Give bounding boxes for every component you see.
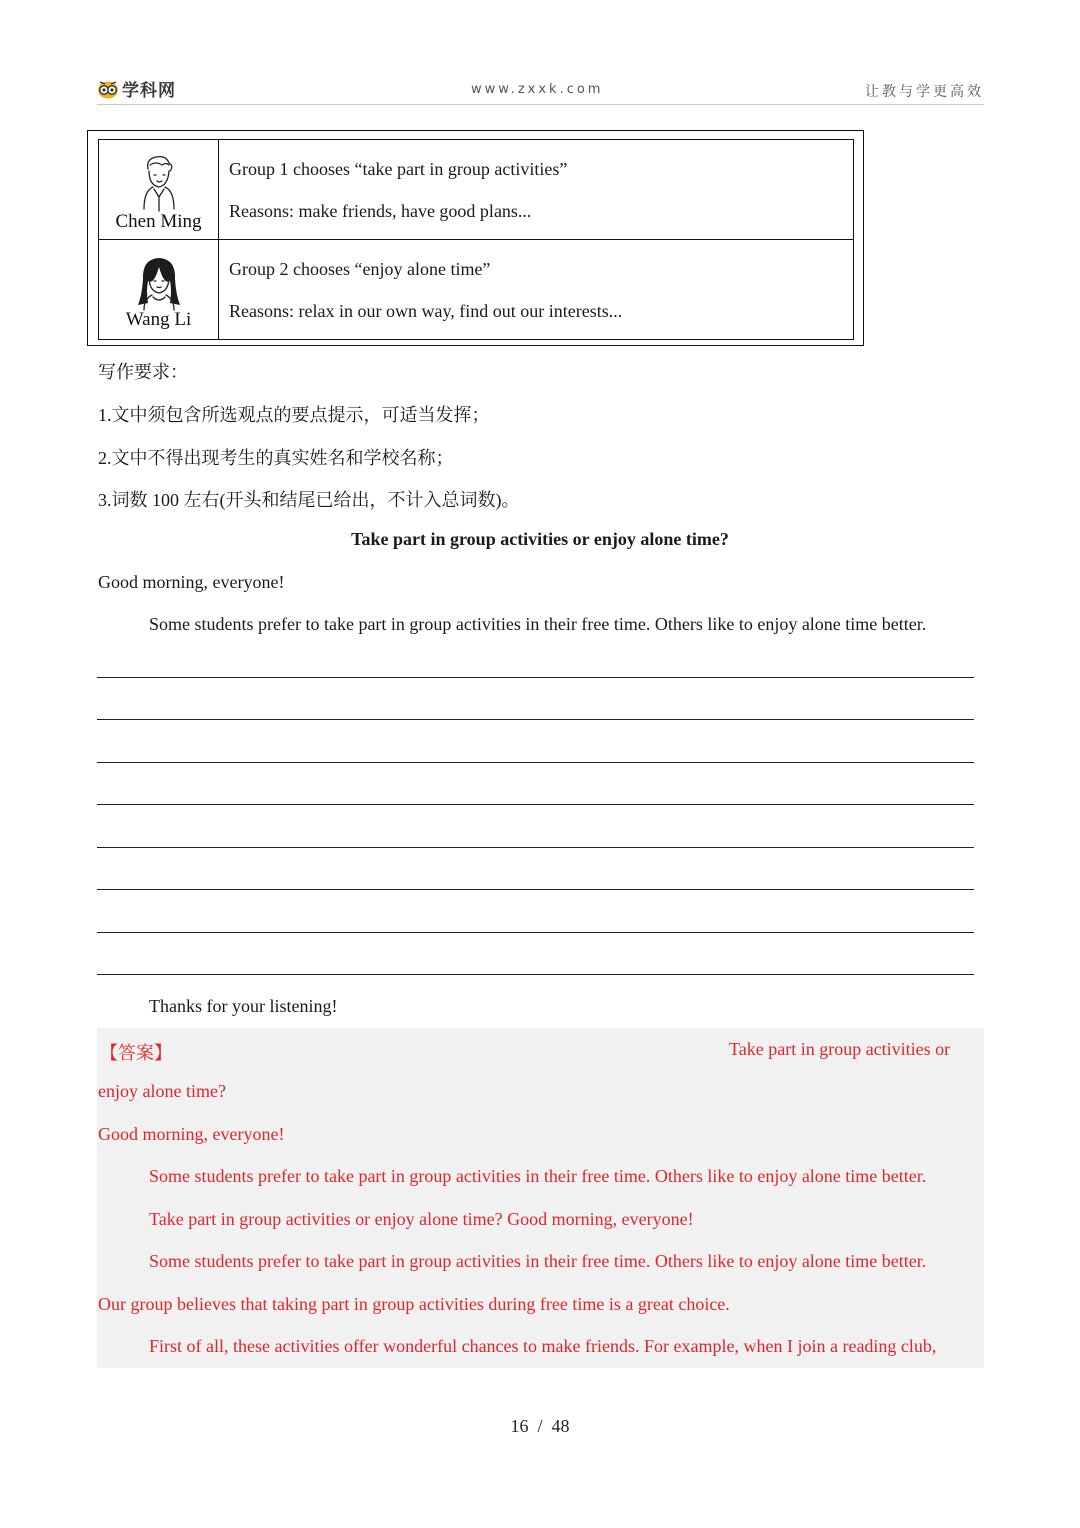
writing-line[interactable]	[97, 974, 974, 975]
writing-line[interactable]	[97, 677, 974, 678]
site-url[interactable]: www.zxxk.com	[471, 82, 604, 97]
group-choice-text: Group 1 chooses “take part in group activities”	[229, 158, 568, 179]
requirement-item: 2.文中不得出现考生的真实姓名和学校名称；	[98, 448, 454, 468]
logo-text: 学科网	[122, 81, 176, 101]
table-row	[99, 140, 854, 240]
answer-title-part2: enjoy alone time?	[98, 1081, 226, 1101]
requirements-heading: 写作要求：	[98, 362, 188, 382]
page-header	[97, 74, 984, 105]
boy-portrait-icon	[136, 153, 182, 213]
answer-title-part1: Take part in group activities or	[729, 1039, 951, 1059]
info-cell	[219, 240, 854, 340]
answer-section	[97, 1028, 984, 1368]
essay-title: Take part in group activities or enjoy alone time?	[351, 529, 729, 549]
essay-closing: Thanks for your listening!	[149, 996, 338, 1016]
writing-line[interactable]	[97, 719, 974, 720]
essay-greeting: Good morning, everyone!	[98, 572, 285, 592]
owl-logo-icon	[97, 79, 119, 99]
writing-line[interactable]	[97, 932, 974, 933]
answer-greeting: Good morning, everyone!	[98, 1124, 285, 1144]
site-logo	[97, 76, 176, 101]
reasons-text: Reasons: make friends, have good plans...	[229, 200, 532, 221]
writing-line[interactable]	[97, 762, 974, 763]
answer-paragraph: Some students prefer to take part in group activities in their free time. Others like to enjoy alone time better.	[149, 1251, 927, 1271]
answer-paragraph: Our group believes that taking part in group activities during free time is a great choice.	[98, 1294, 730, 1314]
portrait-cell	[99, 140, 219, 240]
girl-portrait-icon	[134, 255, 184, 311]
portrait-cell	[99, 240, 219, 340]
requirement-item: 3.词数 100 左右(开头和结尾已给出，不计入总词数)。	[98, 490, 520, 510]
answer-paragraph: Some students prefer to take part in group activities in their free time. Others like to enjoy alone time better.	[149, 1166, 927, 1186]
info-cell	[219, 140, 854, 240]
writing-line[interactable]	[97, 804, 974, 805]
opinion-table	[98, 139, 854, 340]
page-number: 16 / 48	[510, 1416, 570, 1436]
writing-line[interactable]	[97, 847, 974, 848]
character-name: Chen Ming	[115, 210, 202, 232]
writing-line[interactable]	[97, 889, 974, 890]
essay-opening: Some students prefer to take part in group activities in their free time. Others like to enjoy alone time better.	[149, 614, 927, 634]
character-name: Wang Li	[125, 308, 192, 330]
group-choice-text: Group 2 chooses “enjoy alone time”	[229, 258, 491, 279]
answer-label: 【答案】	[100, 1043, 172, 1064]
requirement-item: 1.文中须包含所选观点的要点提示，可适当发挥；	[98, 405, 490, 425]
answer-paragraph: First of all, these activities offer wonderful chances to make friends. For example, when I join a reading club,	[149, 1336, 937, 1356]
table-row	[99, 240, 854, 340]
reasons-text: Reasons: relax in our own way, find out our interests...	[229, 300, 623, 321]
answer-paragraph: Take part in group activities or enjoy alone time? Good morning, everyone!	[149, 1209, 694, 1229]
site-slogan: 让教与学更高效	[865, 84, 984, 100]
